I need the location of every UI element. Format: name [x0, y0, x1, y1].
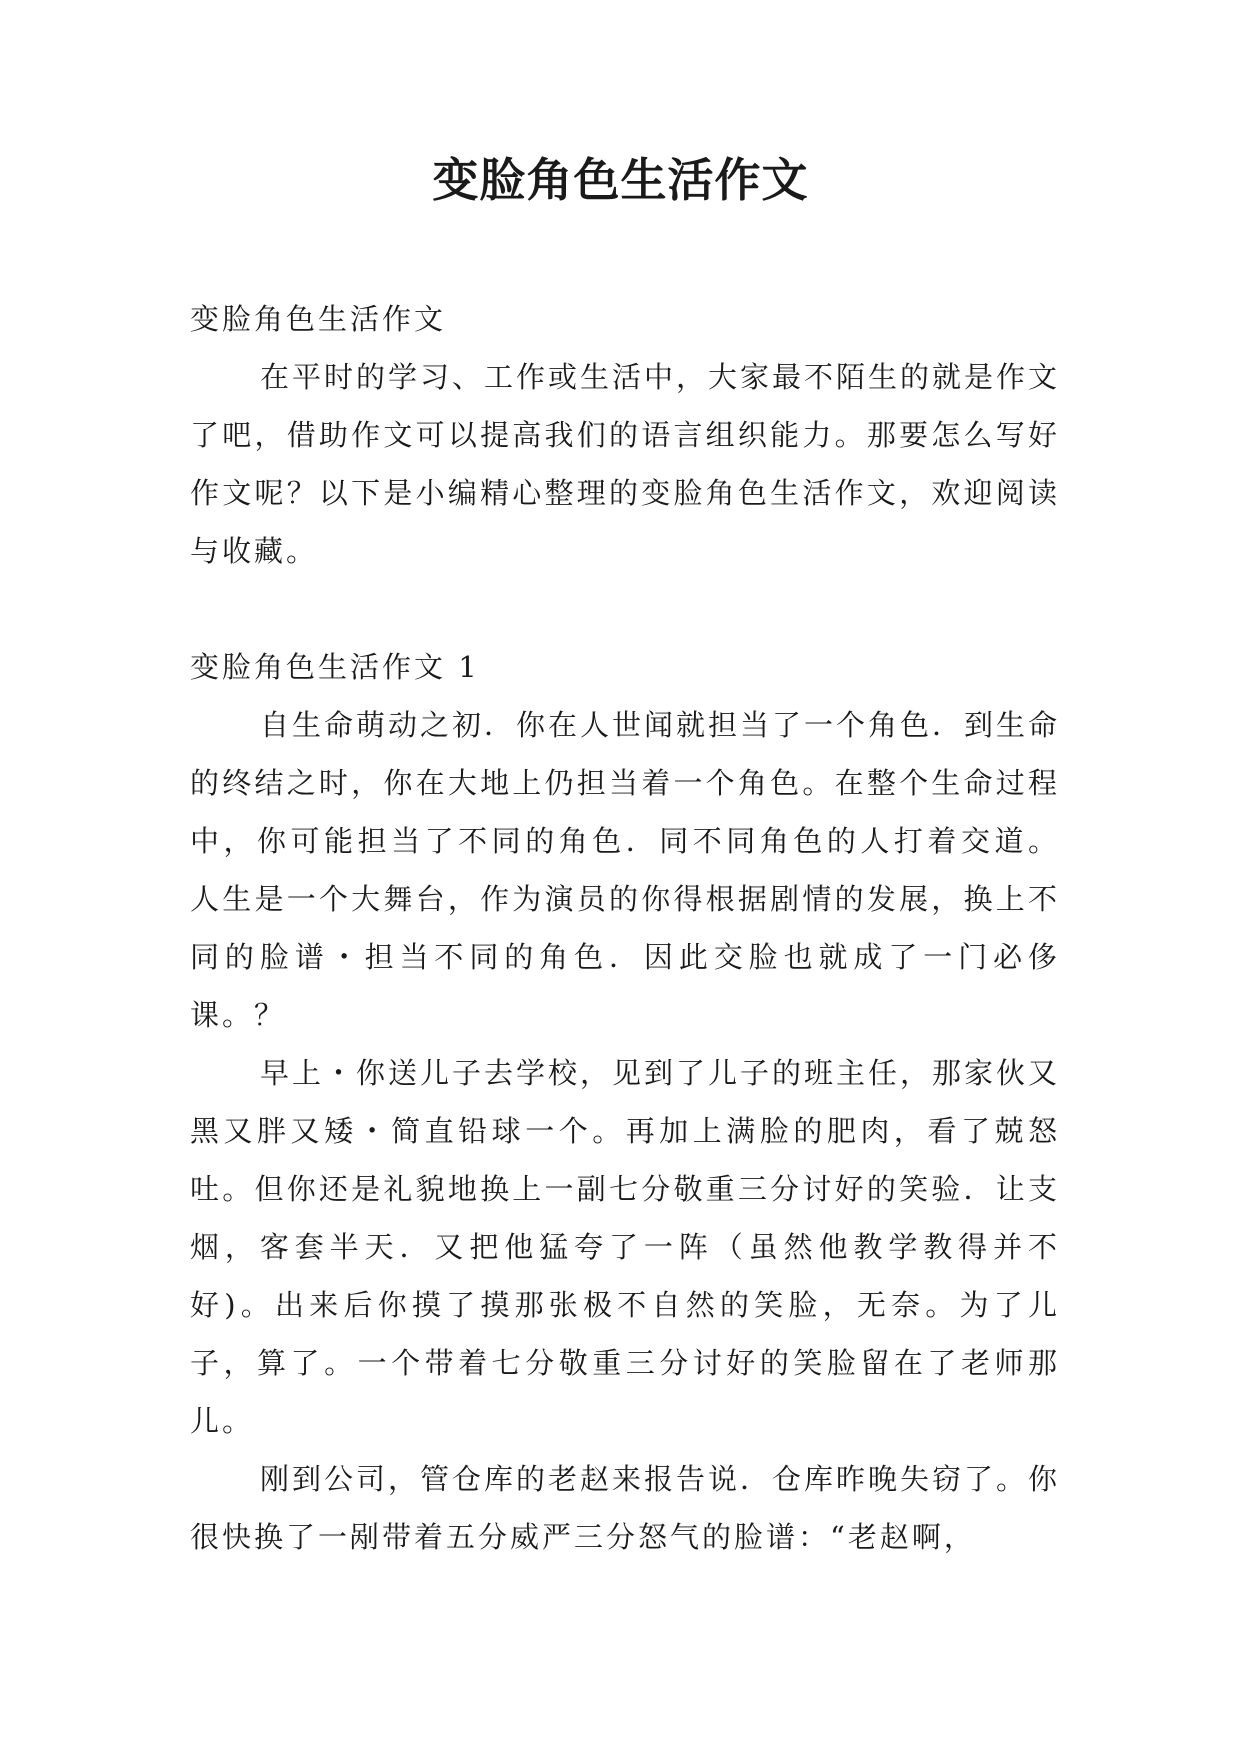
body-paragraph: 自生命萌动之初．你在人世闻就担当了一个角色．到生命的终结之时，你在大地上仍担当着一个角色。在整个生命过程中，你可能担当了不同的角色．同不同角色的人打着交道。 人生是一个大舞台，作为演员的你得根据剧情的发展，换上不同的脸谱・担当不同的角色．因此交脸也就成了一门必侈课。？ — [190, 708, 1061, 1032]
document-body — [190, 290, 1060, 1566]
body-paragraph: 刚到公司，管仓库的老赵来报告说．仓库昨晚失窃了。你很快换了一剐带着五分威严三分怒气的脸谱：“老赵啊， — [190, 1462, 1061, 1554]
section-heading: 变脸角色生活作文 1 — [190, 650, 480, 684]
section-spacer — [190, 580, 1060, 638]
intro-paragraph: 在平时的学习、工作或生活中，大家最不陌生的就是作文了吧，借助作文可以提高我们的语言组织能力。那要怎么写好作文呢？以下是小编精心整理的变脸角色生活作文，欢迎阅读与收藏。 — [190, 360, 1061, 568]
document-title: 变脸角色生活作文 — [432, 153, 809, 207]
body-paragraph: 早上・你送儿子去学校，见到了儿子的班主任，那家伙又黑又胖又矮・简直铅球一个。再加上满脸的肥肉，看了兢怒吐。但你还是礼貌地换上一副七分敬重三分讨好的笑验．让支烟，客套半天．又把他猛夸了一阵（虽然他教学教得并不好)。出来后你摸了摸那张极不自然的笑脸，无奈。为了儿子，算了。一个带着七分敬重三分讨好的笑脸留在了老师那儿。 — [190, 1056, 1061, 1438]
document-subtitle: 变脸角色生活作文 — [190, 302, 447, 336]
